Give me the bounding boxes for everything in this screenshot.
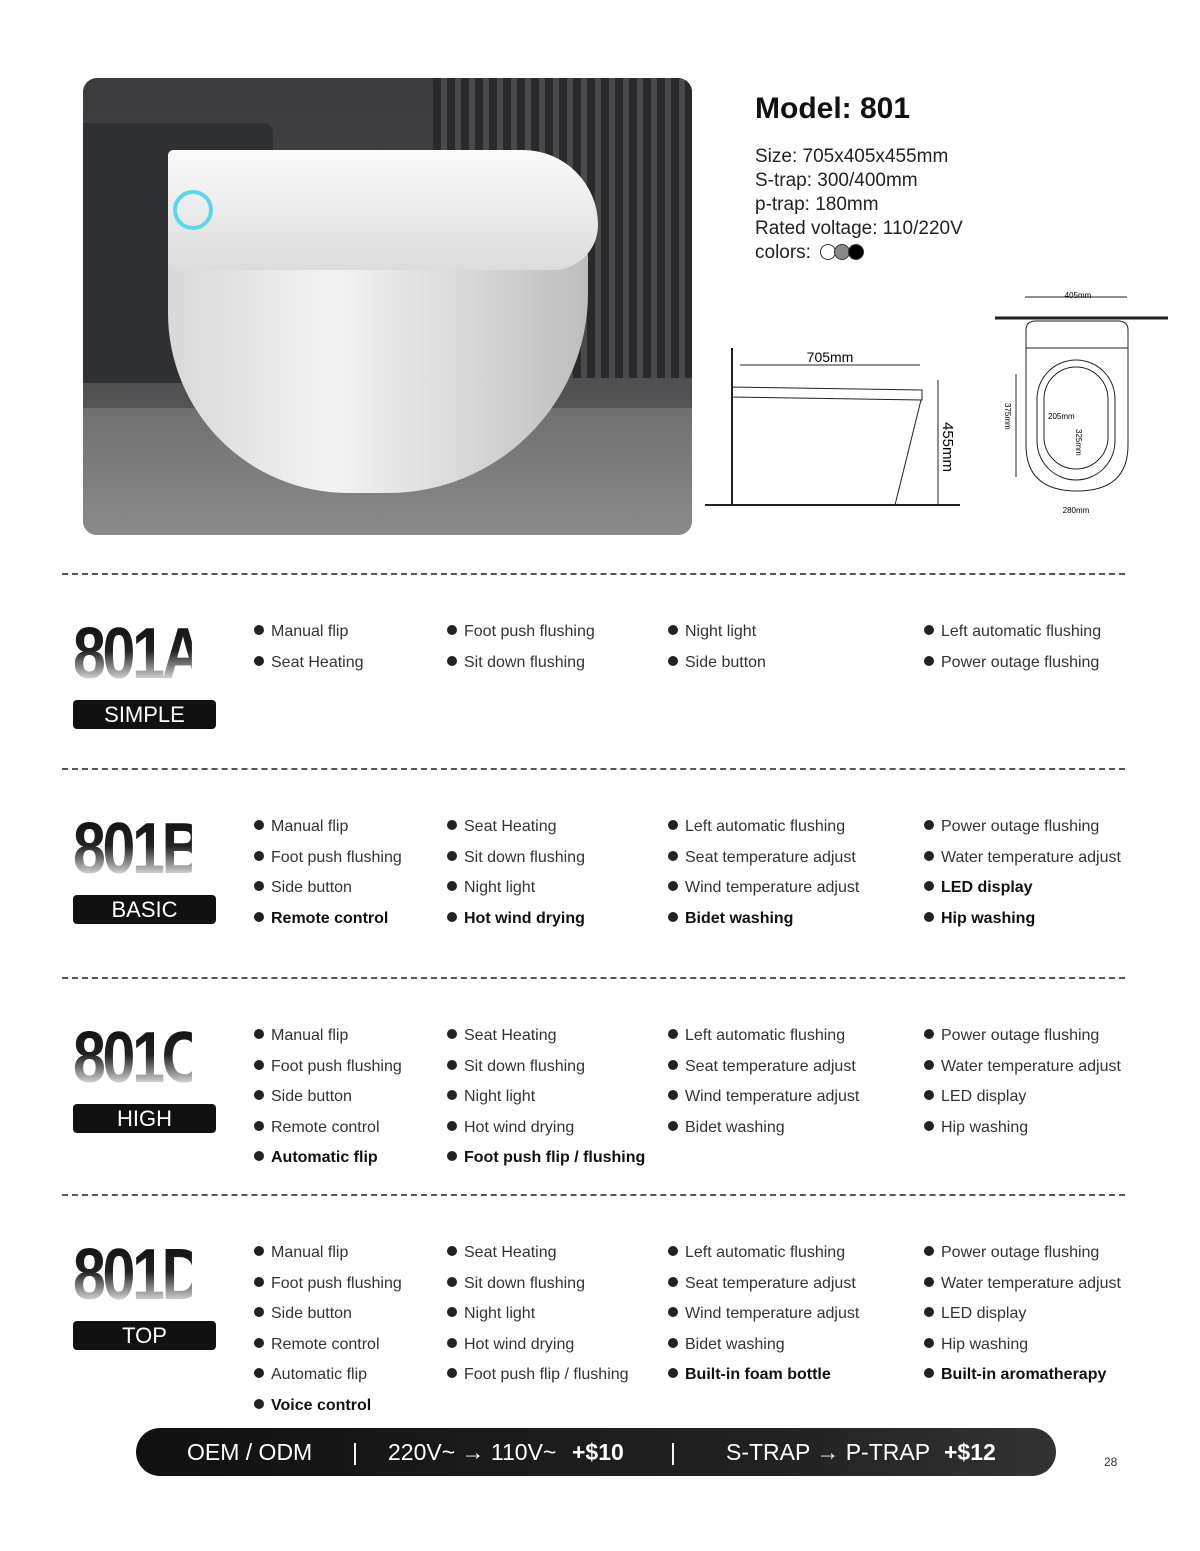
feature-item: Sit down flushing <box>447 654 585 672</box>
model-code: 801B <box>73 809 202 889</box>
feature-item: Hot wind drying <box>447 1336 574 1354</box>
svg-text:325mm: 325mm <box>1074 429 1083 456</box>
section-divider <box>62 573 1125 575</box>
model-code: 801C <box>73 1018 202 1098</box>
feature-item: Bidet washing <box>668 910 793 928</box>
svg-text:375mm: 375mm <box>1003 403 1012 430</box>
feature-item: Manual flip <box>254 818 348 836</box>
feature-item: Bidet washing <box>668 1119 785 1137</box>
feature-item: Seat Heating <box>447 1244 557 1262</box>
voltage-price: +$10 <box>572 1438 624 1465</box>
color-swatch <box>848 244 864 260</box>
feature-item: Sit down flushing <box>447 849 585 867</box>
feature-item: Foot push flip / flushing <box>447 1149 645 1167</box>
svg-text:205mm: 205mm <box>1048 412 1075 421</box>
feature-item: Side button <box>254 879 352 897</box>
feature-item: Bidet washing <box>668 1336 785 1354</box>
page-number: 28 <box>1104 1455 1118 1469</box>
feature-item: Power outage flushing <box>924 654 1099 672</box>
feature-item: Water temperature adjust <box>924 849 1121 867</box>
oem-label: OEM / ODM <box>187 1438 313 1465</box>
feature-item: Foot push flushing <box>254 849 402 867</box>
feature-item: Seat Heating <box>447 818 557 836</box>
tier-badge: SIMPLE <box>73 700 216 729</box>
model-title: Model: 801 <box>755 92 911 125</box>
feature-item: Night light <box>447 879 535 897</box>
feature-item: Hip washing <box>924 1119 1028 1137</box>
feature-item: Hip washing <box>924 1336 1028 1354</box>
feature-item: Foot push flushing <box>447 623 595 641</box>
feature-item: LED display <box>924 1305 1026 1323</box>
feature-item: Hot wind drying <box>447 910 585 928</box>
feature-item: Seat temperature adjust <box>668 1058 856 1076</box>
options-banner: OEM / ODM | 220V~ → 110V~ +$10 | S-TRAP → P-TRAP +$12 <box>136 1428 1056 1476</box>
feature-item: Wind temperature adjust <box>668 1305 859 1323</box>
dim-height: 455mm <box>939 422 956 473</box>
spec-colors: colors: <box>755 241 963 265</box>
feature-item: Remote control <box>254 1336 380 1354</box>
feature-item: Night light <box>447 1088 535 1106</box>
spec-size: Size: 705x405x455mm <box>755 146 949 167</box>
feature-item: Power outage flushing <box>924 818 1099 836</box>
model-code: 801D <box>73 1235 202 1315</box>
feature-item: Left automatic flushing <box>924 623 1101 641</box>
feature-item: Hip washing <box>924 910 1035 928</box>
feature-item: Remote control <box>254 910 388 928</box>
feature-item: Left automatic flushing <box>668 818 845 836</box>
product-photo <box>83 78 692 535</box>
feature-item: Seat temperature adjust <box>668 849 856 867</box>
feature-item: Foot push flushing <box>254 1275 402 1293</box>
feature-item: Wind temperature adjust <box>668 1088 859 1106</box>
feature-item: Built-in foam bottle <box>668 1366 831 1384</box>
feature-item: Seat Heating <box>254 654 364 672</box>
svg-text:405mm: 405mm <box>1064 291 1092 300</box>
feature-item: Side button <box>668 654 766 672</box>
feature-item: Water temperature adjust <box>924 1058 1121 1076</box>
feature-item: Wind temperature adjust <box>668 879 859 897</box>
spec-p-trap: p-trap: 180mm <box>755 194 879 215</box>
spec-voltage: Rated voltage: 110/220V <box>755 218 963 239</box>
feature-item: Voice control <box>254 1397 371 1415</box>
feature-item: Automatic flip <box>254 1149 378 1167</box>
feature-item: Night light <box>447 1305 535 1323</box>
model-code: 801A <box>73 614 202 694</box>
feature-item: Left automatic flushing <box>668 1027 845 1045</box>
feature-item: Side button <box>254 1088 352 1106</box>
feature-item: Sit down flushing <box>447 1058 585 1076</box>
feature-item: Manual flip <box>254 1027 348 1045</box>
feature-item: Manual flip <box>254 1244 348 1262</box>
voltage-option: 220V~ → 110V~ <box>388 1438 557 1465</box>
tier-badge: BASIC <box>73 895 216 924</box>
section-divider <box>62 977 1125 979</box>
feature-item: Hot wind drying <box>447 1119 574 1137</box>
trap-option: S-TRAP → P-TRAP <box>726 1438 931 1465</box>
section-divider <box>62 768 1125 770</box>
feature-item: Automatic flip <box>254 1366 367 1384</box>
top-view-diagram <box>990 285 1170 520</box>
feature-item: Water temperature adjust <box>924 1275 1121 1293</box>
section-divider <box>62 1194 1125 1196</box>
spec-list <box>755 145 963 265</box>
svg-text:280mm: 280mm <box>1062 506 1090 515</box>
feature-item: LED display <box>924 1088 1026 1106</box>
feature-item: Built-in aromatherapy <box>924 1366 1106 1384</box>
spec-s-trap: S-trap: 300/400mm <box>755 170 918 191</box>
feature-item: Foot push flushing <box>254 1058 402 1076</box>
feature-item: Manual flip <box>254 623 348 641</box>
feature-item: LED display <box>924 879 1033 897</box>
feature-item: Power outage flushing <box>924 1027 1099 1045</box>
tier-badge: HIGH <box>73 1104 216 1133</box>
feature-item: Sit down flushing <box>447 1275 585 1293</box>
feature-item: Seat Heating <box>447 1027 557 1045</box>
feature-item: Remote control <box>254 1119 380 1137</box>
feature-item: Foot push flip / flushing <box>447 1366 629 1384</box>
feature-item: Night light <box>668 623 756 641</box>
tier-badge: TOP <box>73 1321 216 1350</box>
trap-price: +$12 <box>944 1438 996 1465</box>
feature-item: Side button <box>254 1305 352 1323</box>
dim-length: 705mm <box>806 349 854 365</box>
side-view-diagram <box>705 340 965 515</box>
feature-item: Seat temperature adjust <box>668 1275 856 1293</box>
feature-item: Left automatic flushing <box>668 1244 845 1262</box>
feature-item: Power outage flushing <box>924 1244 1099 1262</box>
